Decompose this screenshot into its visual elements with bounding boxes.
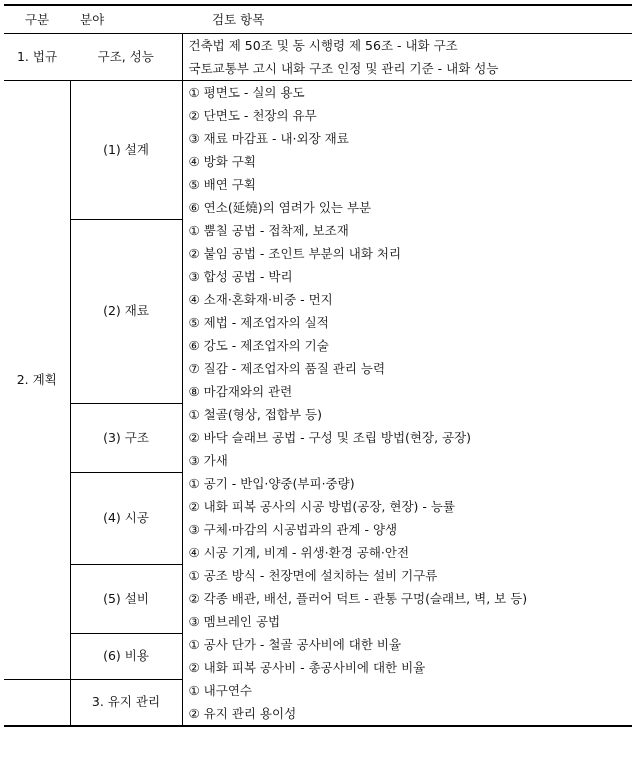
field-cell: (3) 구조 bbox=[70, 403, 182, 472]
table-row bbox=[4, 472, 632, 495]
review-item: ① 평면도 - 실의 용도 bbox=[182, 81, 632, 105]
field-cell: 구조, 성능 bbox=[70, 34, 182, 81]
review-item: ② 붙임 공법 - 조인트 부분의 내화 처리 bbox=[182, 242, 632, 265]
header-field: 분야 bbox=[70, 5, 182, 34]
table-row bbox=[4, 403, 632, 426]
review-item: ⑥ 강도 - 제조업자의 기술 bbox=[182, 334, 632, 357]
review-item: ④ 소재·혼화재·비중 - 먼지 bbox=[182, 288, 632, 311]
table-body bbox=[4, 34, 632, 727]
review-item: ② 유지 관리 용이성 bbox=[182, 702, 632, 726]
header-items: 검토 항목 bbox=[182, 5, 632, 34]
review-item: ⑧ 마감재와의 관련 bbox=[182, 380, 632, 403]
category-cell bbox=[4, 679, 70, 726]
field-cell: 3. 유지 관리 bbox=[70, 679, 182, 726]
category-cell: 1. 법규 bbox=[4, 34, 70, 81]
review-item: ② 각종 배관, 배선, 플러어 덕트 - 관통 구멍(슬래브, 벽, 보 등) bbox=[182, 587, 632, 610]
review-item: ③ 가새 bbox=[182, 449, 632, 472]
field-cell: (1) 설계 bbox=[70, 81, 182, 220]
review-item: ② 내화 피복 공사의 시공 방법(공장, 현장) - 능률 bbox=[182, 495, 632, 518]
review-item: ② 바닥 슬래브 공법 - 구성 및 조립 방법(현장, 공장) bbox=[182, 426, 632, 449]
review-item: ① 철골(형상, 접합부 등) bbox=[182, 403, 632, 426]
review-item: ③ 멤브레인 공법 bbox=[182, 610, 632, 633]
table-row bbox=[4, 219, 632, 242]
review-item: ⑤ 배연 구획 bbox=[182, 173, 632, 196]
review-item: ① 뿜칠 공법 - 접착제, 보조재 bbox=[182, 219, 632, 242]
review-item: ③ 구체·마감의 시공법과의 관계 - 양생 bbox=[182, 518, 632, 541]
table-row bbox=[4, 679, 632, 702]
field-cell: (6) 비용 bbox=[70, 633, 182, 679]
review-item: 국토교통부 고시 내화 구조 인정 및 관리 기준 - 내화 성능 bbox=[182, 57, 632, 81]
field-cell: (2) 재료 bbox=[70, 219, 182, 403]
table-row bbox=[4, 81, 632, 105]
header-category: 구분 bbox=[4, 5, 70, 34]
review-item: ① 공조 방식 - 천장면에 설치하는 설비 기구류 bbox=[182, 564, 632, 587]
review-item: ⑥ 연소(延燒)의 염려가 있는 부분 bbox=[182, 196, 632, 219]
category-cell: 2. 계획 bbox=[4, 81, 70, 680]
table-row bbox=[4, 34, 632, 58]
review-item: ① 공기 - 반입·양중(부피·중량) bbox=[182, 472, 632, 495]
review-item: ④ 방화 구획 bbox=[182, 150, 632, 173]
field-cell: (4) 시공 bbox=[70, 472, 182, 564]
review-item: ⑤ 제법 - 제조업자의 실적 bbox=[182, 311, 632, 334]
review-item: 건축법 제 50조 및 동 시행령 제 56조 - 내화 구조 bbox=[182, 34, 632, 58]
field-cell: (5) 설비 bbox=[70, 564, 182, 633]
review-item: ① 내구연수 bbox=[182, 679, 632, 702]
review-item: ② 단면도 - 천장의 유무 bbox=[182, 104, 632, 127]
review-item: ③ 합성 공법 - 박리 bbox=[182, 265, 632, 288]
review-items-table bbox=[4, 4, 632, 727]
table-row bbox=[4, 633, 632, 656]
table-header-row bbox=[4, 5, 632, 34]
review-item: ③ 재료 마감표 - 내·외장 재료 bbox=[182, 127, 632, 150]
table-row bbox=[4, 564, 632, 587]
review-item: ⑦ 질감 - 제조업자의 품질 관리 능력 bbox=[182, 357, 632, 380]
review-item: ④ 시공 기계, 비계 - 위생·환경 공해·안전 bbox=[182, 541, 632, 564]
review-item: ② 내화 피복 공사비 - 총공사비에 대한 비율 bbox=[182, 656, 632, 679]
review-item: ① 공사 단가 - 철골 공사비에 대한 비율 bbox=[182, 633, 632, 656]
